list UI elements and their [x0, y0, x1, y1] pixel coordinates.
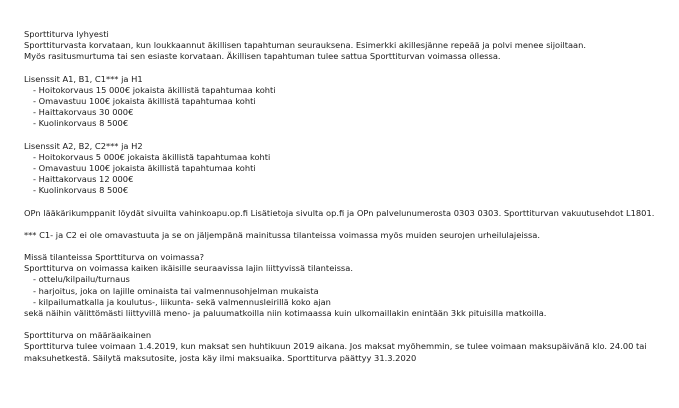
list-item: - Kuolinkorvaus 8 500€ — [33, 185, 129, 196]
partners-text: OPn lääkärikumppanit löydät sivuilta vahinkoapu.op.fi Lisätietoja sivulta op.fi ja OPn palvelunumerosta 0303 0303. Sporttiturvan vakuutusehdot L1801. — [24, 207, 655, 218]
intro-section — [24, 29, 674, 63]
intro-line: Sporttiturvasta korvataan, kun loukkaannut äkillisen tapahtuman seurauksena. Esimerkki akillesjänne repeää ja polvi menee sijoiltaan. — [24, 40, 587, 51]
intro-line: Myös rasitusmurtuma tai sen esiaste korvataan. Äkillisen tapahtuman tulee sattua Sporttiturvan voimassa ollessa. — [24, 51, 501, 62]
list-item: - harjoitus, joka on lajille ominaista tai valmennusohjelman mukaista — [33, 285, 319, 296]
footnote-text: *** C1- ja C2 ei ole omavastuuta ja se on jäljempänä mainitussa tilanteissa voimassa myös muiden seurojen urheilulajeissa. — [24, 229, 541, 240]
spacer — [24, 219, 674, 230]
list-item: - Hoitokorvaus 15 000€ jokaista äkillistä tapahtumaa kohti — [33, 84, 276, 95]
term-text-line: maksuhetkestä. Säilytä maksutosite, josta käy ilmi maksuaika. Sporttiturva päättyy 31.3.2020 — [24, 352, 417, 363]
validity-intro: Sporttiturva on voimassa kaiken ikäisille seuraavissa lajin liittyvissä tilanteissa. — [24, 263, 353, 274]
footnote-section — [24, 230, 674, 241]
list-item: - Kuolinkorvaus 8 500€ — [33, 118, 129, 129]
list-item: - Omavastuu 100€ jokaista äkillistä tapahtumaa kohti — [33, 163, 256, 174]
list-item: - Omavastuu 100€ jokaista äkillistä tapahtumaa kohti — [33, 96, 256, 107]
license-group-2 — [24, 141, 674, 197]
license-group-1-heading: Lisenssit A1, B1, C1*** ja H1 — [24, 73, 143, 84]
validity-section — [24, 252, 674, 319]
list-item: - kilpailumatkalla ja koulutus-, liikunta- sekä valmennusleirillä koko ajan — [33, 296, 331, 307]
list-item: - ottelu/kilpailu/turnaus — [33, 274, 130, 285]
list-item: - Haittakorvaus 12 000€ — [33, 174, 134, 185]
term-text-line: Sporttiturva tulee voimaan 1.4.2019, kun maksat sen huhtikuun 2019 aikana. Jos maksat myöhemmin, se tulee voimaan maksupäivänä klo. 24.00 tai — [24, 341, 647, 352]
document-body — [24, 29, 674, 364]
validity-outro: sekä näihin välittömästi liittyvillä meno- ja paluumatkoilla niin kotimaassa kuin ulkomaillakin enintään 3kk pituisilla matkoilla. — [24, 308, 547, 319]
spacer — [24, 63, 674, 74]
spacer — [24, 241, 674, 252]
license-group-1 — [24, 74, 674, 130]
license-group-2-heading: Lisenssit A2, B2, C2*** ja H2 — [24, 140, 143, 151]
list-item: - Hoitokorvaus 5 000€ jokaista äkillistä tapahtumaa kohti — [33, 151, 271, 162]
spacer — [24, 130, 674, 141]
spacer — [24, 319, 674, 330]
spacer — [24, 197, 674, 208]
validity-heading: Missä tilanteissa Sporttiturva on voimassa? — [24, 252, 205, 263]
intro-heading: Sporttiturva lyhyesti — [24, 29, 109, 39]
term-section — [24, 330, 674, 364]
partners-section — [24, 208, 674, 219]
term-heading: Sporttiturva on määräaikainen — [24, 330, 152, 341]
list-item: - Haittakorvaus 30 000€ — [33, 107, 134, 118]
